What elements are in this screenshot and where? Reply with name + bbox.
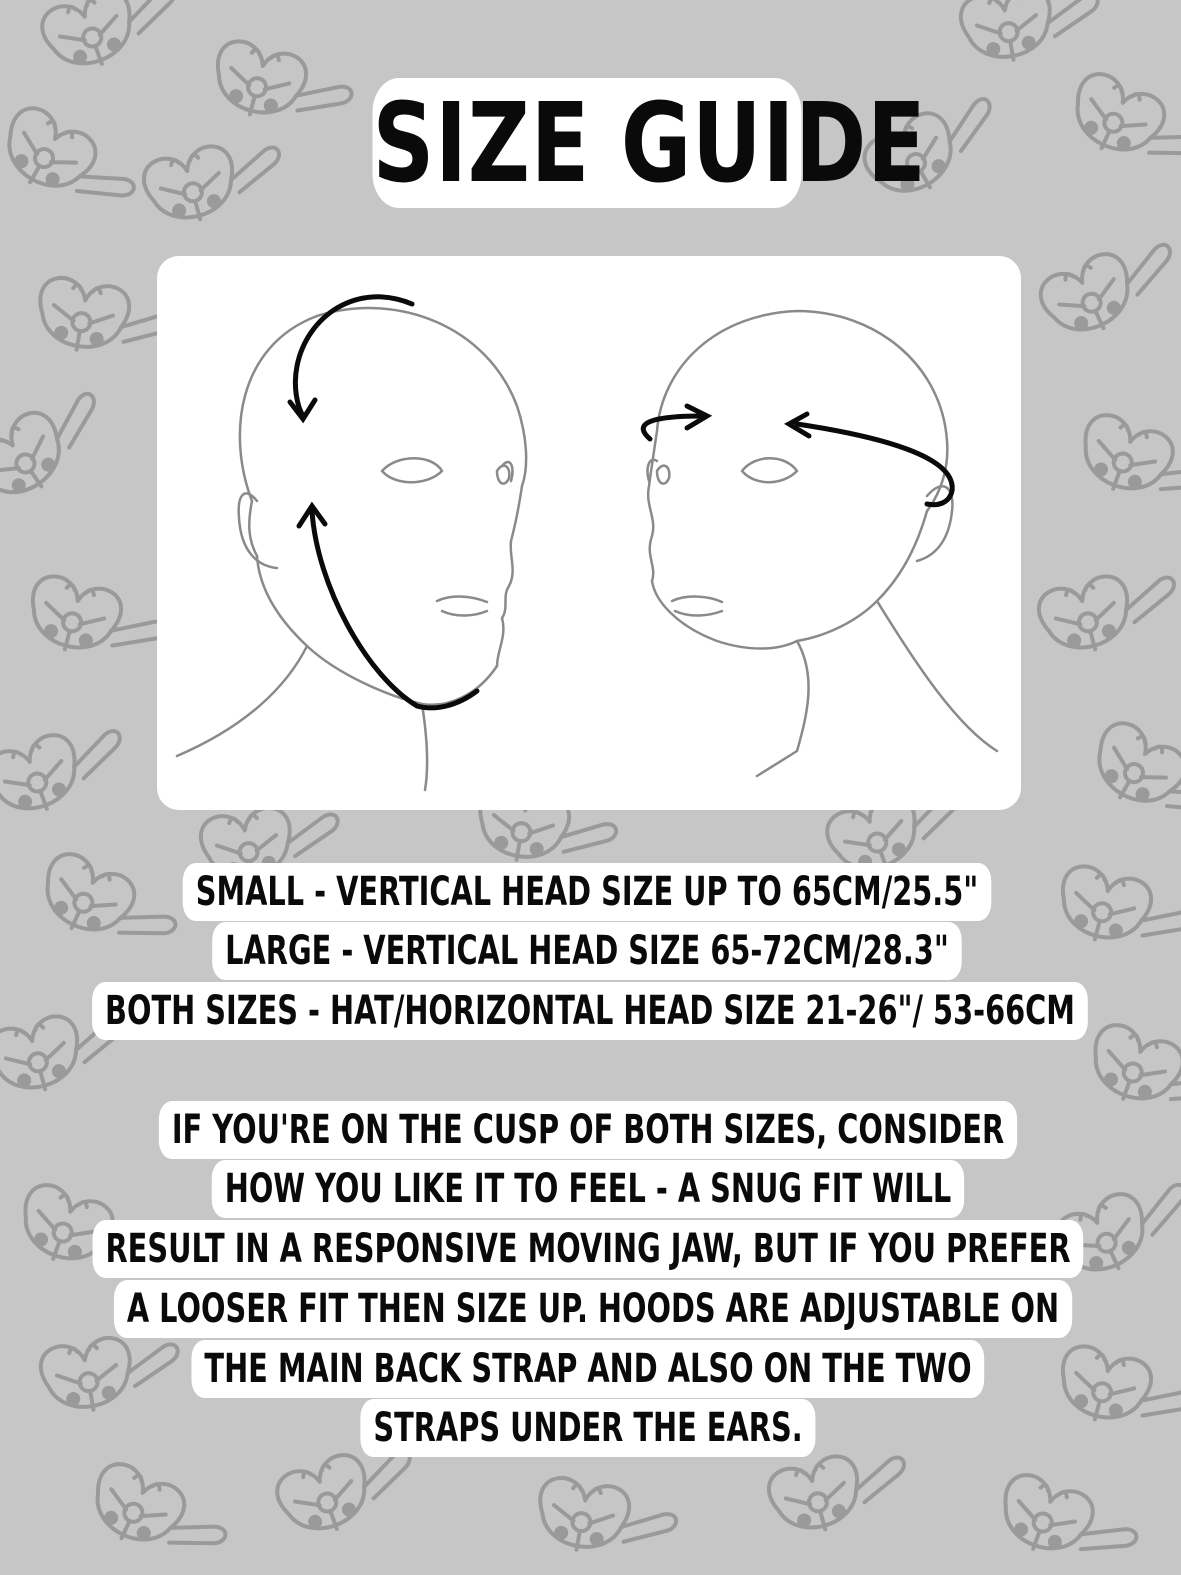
advice-line-2: HOW YOU LIKE IT TO FEEL - A SNUG FIT WILL — [212, 1160, 964, 1218]
size-both: BOTH SIZES - HAT/HORIZONTAL HEAD SIZE 21-26"/ 53-66CM — [92, 982, 1088, 1040]
advice-line-3: RESULT IN A RESPONSIVE MOVING JAW, BUT IF YOU PREFER — [93, 1220, 1084, 1278]
head-profile-horizontal-measure-icon — [643, 311, 997, 776]
size-small: SMALL - VERTICAL HEAD SIZE UP TO 65CM/25.5" — [183, 863, 992, 921]
size-large: LARGE - VERTICAL HEAD SIZE 65-72CM/28.3" — [212, 922, 962, 980]
head-profile-vertical-measure-icon — [177, 297, 526, 790]
advice-line-1: IF YOU'RE ON THE CUSP OF BOTH SIZES, CONSIDER — [159, 1101, 1017, 1159]
page-title: SIZE GUIDE — [372, 79, 927, 207]
advice-line-4: A LOOSER FIT THEN SIZE UP. HOODS ARE ADJUSTABLE ON — [114, 1280, 1072, 1338]
head-measurement-illustration — [157, 256, 1021, 810]
advice-line-6: STRAPS UNDER THE EARS. — [360, 1399, 815, 1457]
advice-line-5: THE MAIN BACK STRAP AND ALSO ON THE TWO — [191, 1340, 984, 1398]
